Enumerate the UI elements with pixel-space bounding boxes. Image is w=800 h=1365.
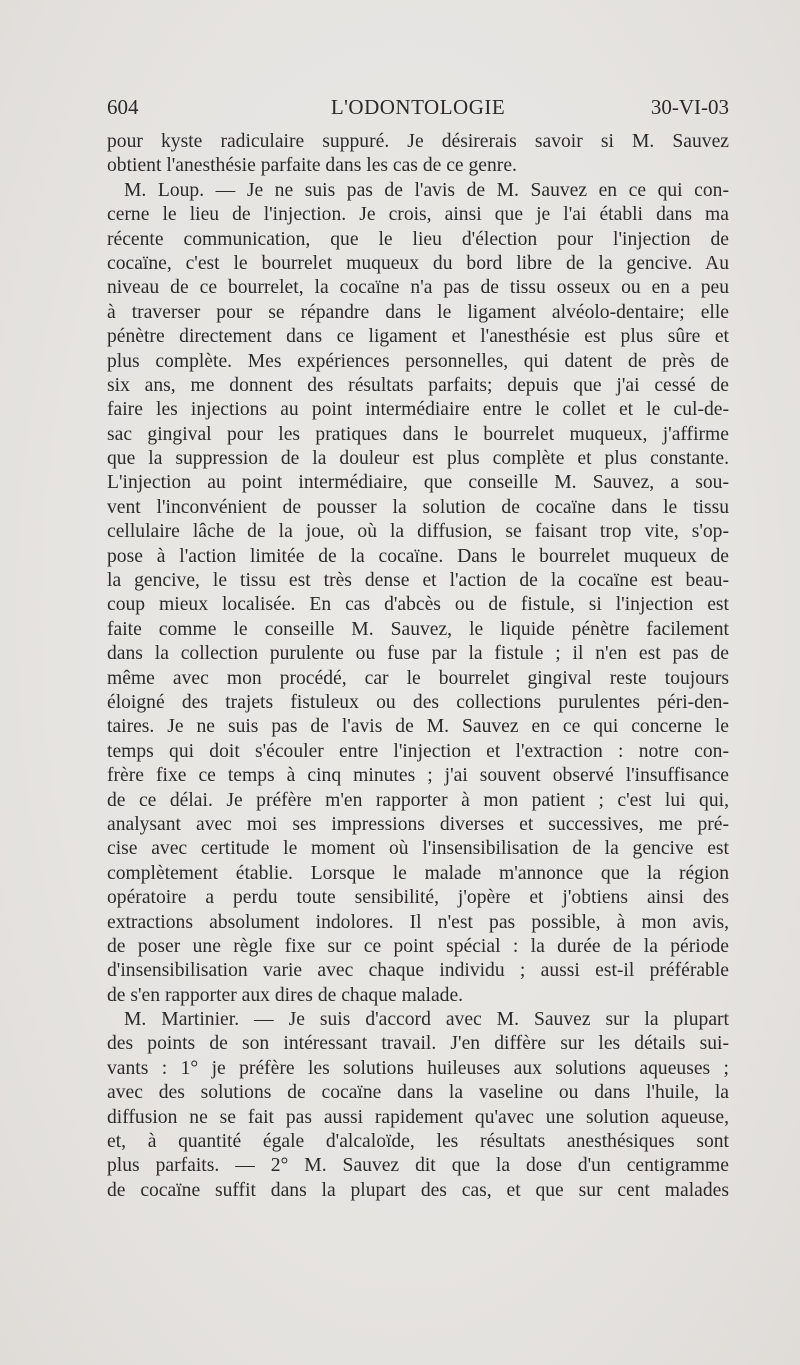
text-line: même avec mon procédé, car le bourrelet gingival reste toujours	[107, 667, 729, 689]
page-number: 604	[107, 95, 139, 119]
text-line: faire les injections au point intermédiaire entre le collet et le cul-de-	[107, 399, 729, 421]
text-line: obtient l'anesthésie parfaite dans les cas de ce genre.	[107, 155, 517, 177]
text-line: cocaïne, c'est le bourrelet muqueux du bord libre de la gencive. Au	[107, 252, 729, 274]
text-line: cerne le lieu de l'injection. Je crois, ainsi que je l'ai établi dans ma	[107, 204, 729, 226]
text-line: L'injection au point intermédiaire, que conseille M. Sauvez, a sou-	[107, 472, 729, 494]
text-line: temps qui doit s'écouler entre l'injection et l'extraction : notre con-	[107, 740, 729, 762]
text-line: extractions absolument indolores. Il n'est pas possible, à mon avis,	[107, 911, 729, 933]
text-line: la gencive, le tissu est très dense et l'action de la cocaïne est beau-	[107, 570, 729, 592]
text-line: pour kyste radiculaire suppuré. Je désirerais savoir si M. Sauvez	[107, 131, 729, 152]
issue-date: 30-VI-03	[650, 95, 729, 119]
text-line: M. Martinier. — Je suis d'accord avec M. Sauvez sur la plupart	[124, 1009, 729, 1031]
text-line: que la suppression de la douleur est plus complète et plus constante.	[107, 448, 729, 470]
running-header	[107, 92, 729, 122]
text-line: cellulaire lâche de la joue, où la diffusion, se faisant trop vite, s'op-	[107, 521, 729, 543]
text-line: opératoire a perdu toute sensibilité, j'opère et j'obtiens ainsi des	[107, 887, 729, 909]
text-line: pose à l'action limitée de la cocaïne. Dans le bourrelet muqueux de	[107, 545, 729, 567]
text-line: dans la collection purulente ou fuse par la fistule ; il n'en est pas de	[107, 643, 729, 665]
text-line: à traverser pour se répandre dans le ligament alvéolo-dentaire; elle	[107, 301, 729, 323]
text-line: de cocaïne suffit dans la plupart des cas, et que sur cent malades	[107, 1179, 729, 1201]
text-line: M. Loup. — Je ne suis pas de l'avis de M. Sauvez en ce qui con-	[124, 179, 729, 201]
body-text	[107, 130, 729, 1203]
text-line: cise avec certitude le moment où l'insensibilisation de la gencive est	[107, 838, 729, 860]
text-line: vants : 1° je préfère les solutions huileuses aux solutions aqueuses ;	[107, 1057, 729, 1079]
text-line: pénètre directement dans ce ligament et l'anesthésie est plus sûre et	[107, 326, 729, 348]
text-line: niveau de ce bourrelet, la cocaïne n'a pas de tissu osseux ou en a peu	[107, 277, 729, 299]
text-line: complètement établie. Lorsque le malade m'annonce que la région	[107, 862, 729, 884]
text-line: plus parfaits. — 2° M. Sauvez dit que la dose d'un centigramme	[107, 1155, 729, 1177]
text-line: des points de son intéressant travail. J'en diffère sur les détails sui-	[107, 1033, 729, 1055]
text-line: coup mieux localisée. En cas d'abcès ou de fistule, si l'injection est	[107, 594, 729, 616]
journal-title: L'ODONTOLOGIE	[330, 95, 506, 119]
text-line: d'insensibilisation varie avec chaque individu ; aussi est-il préférable	[107, 960, 729, 982]
text-line: et, à quantité égale d'alcaloïde, les résultats anesthésiques sont	[107, 1131, 729, 1153]
text-line: récente communication, que le lieu d'élection pour l'injection de	[107, 228, 729, 250]
text-line: six ans, me donnent des résultats parfaits; depuis que j'ai cessé de	[107, 374, 729, 396]
text-line: taires. Je ne suis pas de l'avis de M. Sauvez en ce qui concerne le	[107, 716, 729, 738]
text-line: de ce délai. Je préfère m'en rapporter à mon patient ; c'est lui qui,	[107, 789, 729, 811]
text-line: de s'en rapporter aux dires de chaque malade.	[107, 984, 464, 1006]
text-line: éloigné des trajets fistuleux ou des collections purulentes péri-den-	[107, 691, 729, 713]
text-line: analysant avec moi ses impressions diverses et successives, me pré-	[107, 813, 729, 835]
text-line: sac gingival pour les pratiques dans le bourrelet muqueux, j'affirme	[107, 423, 729, 445]
text-line: de poser une règle fixe sur ce point spécial : la durée de la période	[107, 935, 729, 957]
text-line: avec des solutions de cocaïne dans la vaseline ou dans l'huile, la	[107, 1082, 729, 1104]
text-line: plus complète. Mes expériences personnelles, qui datent de près de	[107, 350, 729, 372]
text-line: faite comme le conseille M. Sauvez, le liquide pénètre facilement	[107, 618, 729, 640]
text-line: diffusion ne se fait pas aussi rapidement qu'avec une solution aqueuse,	[107, 1106, 729, 1128]
text-line: frère fixe ce temps à cinq minutes ; j'ai souvent observé l'insuffisance	[107, 765, 729, 787]
text-line: vent l'inconvénient de pousser la solution de cocaïne dans le tissu	[107, 496, 729, 518]
